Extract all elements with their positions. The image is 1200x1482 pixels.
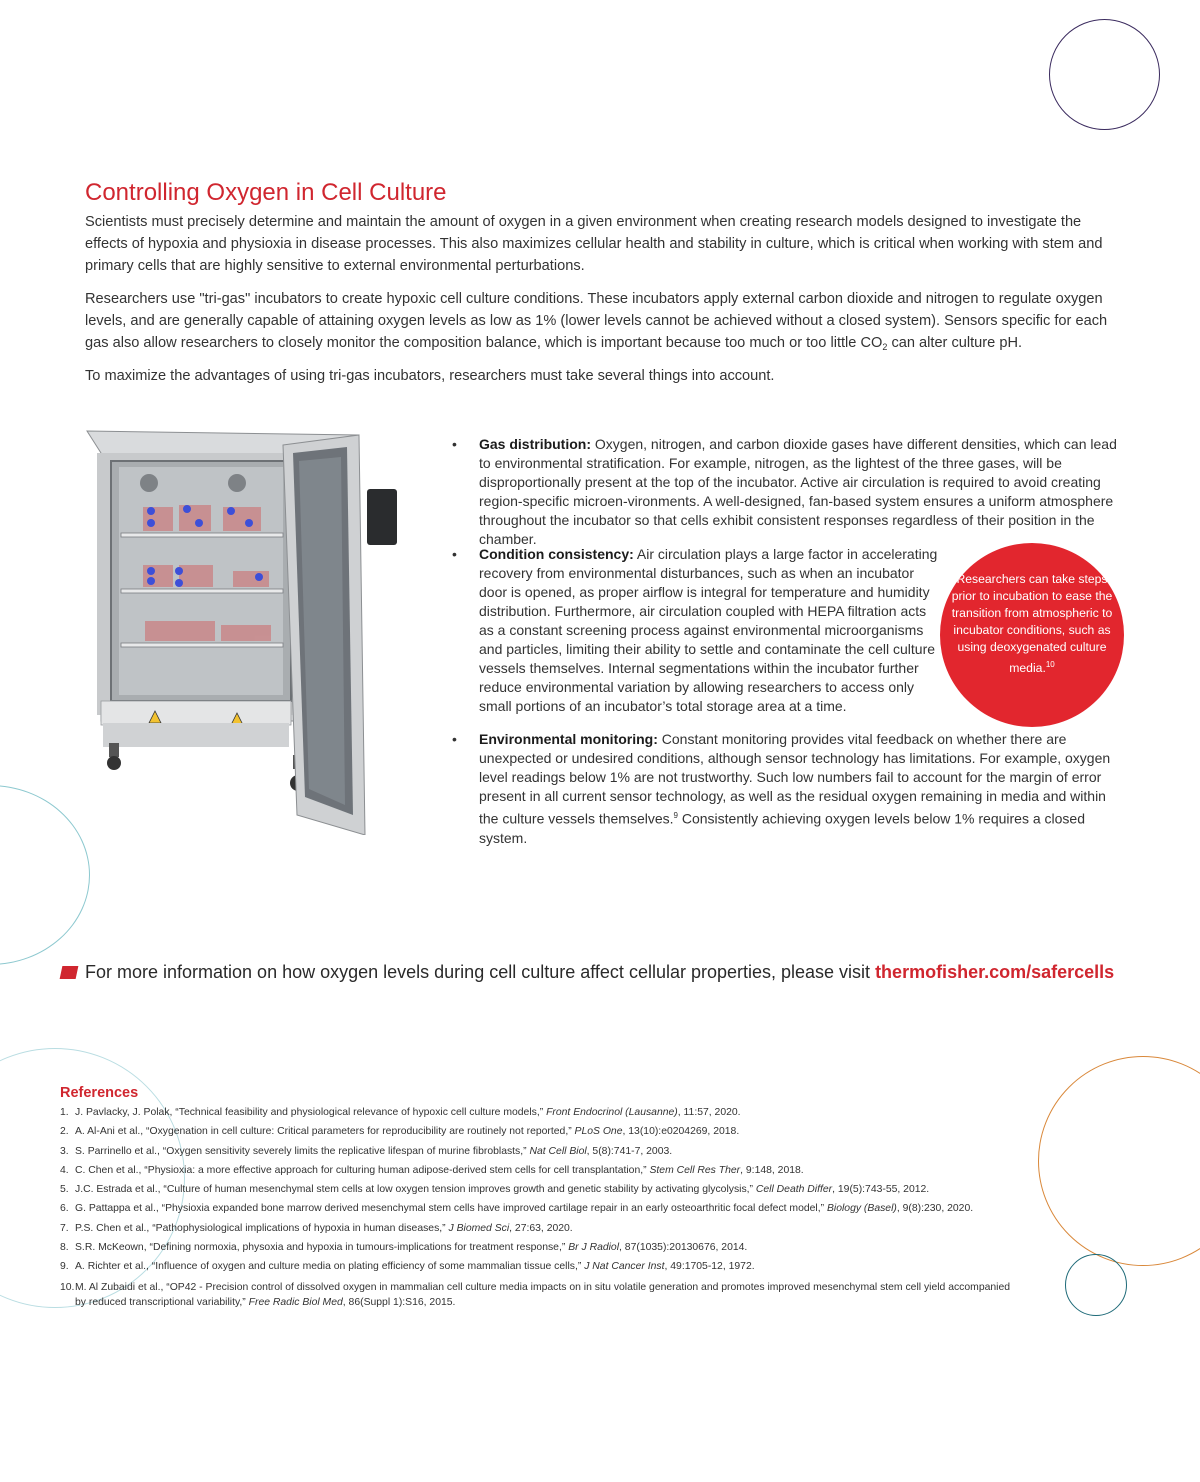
bullet-environmental-monitoring [452,730,1124,846]
decorative-circle-teal-light [0,785,90,965]
bullet-condition-consistency [452,545,942,717]
incubator-image [83,425,413,835]
reference-item: 10. M. Al Zubaidi et al., “OP42 - Precision control of dissolved oxygen in mammalian cell culture media impacts on in situ volatile generation and promotes improved mesenchymal stem cell yield accompanied by reduced transcriptional variability,” Free Radic Biol Med, 86(Suppl 1):S16, 2015. [60,1281,1011,1308]
reference-item: 6. G. Pattappa et al., “Physioxia expanded bone marrow derived mesenchymal stem cells have improved cartilage repair in an early osteoarthritic focal defect model,” Biology (Basel), 9(8):230, 2020. [60,1203,974,1215]
bullet-body: Environmental monitoring: Constant monitoring provides vital feedback on whether there are unexpected or undesired conditions, although sensor technology has limitations. For example, oxygen level readings below 1% are not trustworthy. Such low numbers fail to account for the margin of error present in all current sensor technology, as well as the residual oxygen remaining in media and within the culture vessels themselves.$^9$ Consistently achieving oxygen levels below 1% requires a closed system. [479,731,1111,846]
bullet-body: Condition consistency: Air circulation plays a large factor in accelerating recovery from environmental disturbances, such as when an incubator door is opened, as proper airflow is integral for temperature and humidity distribution. Furthermore, air circulation coupled with HEPA filtration acts as a constant screening process against environmental microorganisms and particles, limiting their ability to settle and contaminate the cell culture vessels themselves. Internal segmentations within the incubator further reduce environmental variation by allowing researchers to access only small portions of an incubator’s total storage area at a time. [479,546,938,714]
reference-item: 1. J. Pavlacky, J. Polak, “Technical feasibility and physiological relevance of hypoxic cell culture models,” Front Endocrinol (Lausanne), 11:57, 2020. [60,1107,741,1118]
bullet-dot: • [452,731,457,747]
callout-text: Researchers can take steps prior to incubation to ease the transition from atmospheric to incubator conditions, such as using deoxygenated culture media.$^{10}$ [951,572,1113,676]
references-heading: References [60,1085,139,1101]
intro-paragraph-2: Researchers use "tri-gas" incubators to create hypoxic cell culture conditions. These incubators apply external carbon dioxide and nitrogen to regulate oxygen levels, and are generally capable of attaining oxygen levels as low as 1% (lower levels cannot be achieved without a closed system). Sensors specific for each gas also allow researchers to closely monitor the composition balance, which is important because too much or too little $CO_2$ can alter culture pH. [85,291,1108,352]
intro-paragraph-1: Scientists must precisely determine and maintain the amount of oxygen in a given environment when creating research models designed to investigate the effects of hypoxia and physioxia in disease processes. This also maximizes cellular health and stability in culture, which is critical when working with stem and primary cells that are highly sensitive to external environmental perturbations. [85,214,1103,274]
bullet-body: Gas distribution: Oxygen, nitrogen, and carbon dioxide gases have different densities, which can lead to environmental stratification. For example, nitrogen, as the lightest of the three gases, will be disproportionally present at the top of the incubator. Active air circulation is required to avoid creating region-specific microen-vironments. A well-designed, fan-based system ensures a uniform atmosphere throughout the incubator so that cells exhibit consistent responses regardless of their position in the chamber. [479,436,1117,547]
bullet-dot: • [452,546,457,562]
reference-item: 3. S. Parrinello et al., “Oxygen sensitivity severely limits the replicative lifespan of murine fibroblasts,” Nat Cell Biol, 5(8):741-7, 2003. [60,1145,673,1157]
bullet-dot: • [452,436,457,452]
callout-circle [940,543,1124,727]
cta-marker-icon [60,966,79,979]
decorative-circle-purple [1049,19,1160,130]
reference-item: 8. S.R. McKeown, “Defining normoxia, physoxia and hypoxia in tumours-implications for treatment response,” Br J Radiol, 87(1035):20130676, 2014. [60,1242,748,1254]
decorative-circle-orange [1038,1056,1200,1266]
reference-item: 7. P.S. Chen et al., “Pathophysiological implications of hypoxia in human diseases,” J Biomed Sci, 27:63, 2020. [60,1222,573,1234]
reference-item: 4. C. Chen et al., “Physioxia: a more effective approach for culturing human adipose-derived stem cells for cell transplantation,” Stem Cell Res Ther, 9:148, 2018. [60,1164,804,1176]
bullet-gas-distribution [452,435,1124,547]
reference-item: 2. A. Al-Ani et al., “Oxygenation in cell culture: Critical parameters for reproducibility are routinely not reported,” PLoS One, 13(10):e0204269, 2018. [60,1126,740,1138]
reference-item: 5. J.C. Estrada et al., “Culture of human mesenchymal stem cells at low oxygen tension improves growth and genetic stability by activating glycolysis,” Cell Death Differ, 19(5):743-55, 2012. [60,1184,930,1196]
references-list [60,1103,1010,1310]
reference-item: 9. A. Richter et al., “Influence of oxygen and culture media on plating efficiency of some mammalian tissue cells,” J Nat Cancer Inst, 49:1705-12, 1972. [60,1261,755,1273]
decorative-circle-teal-dark [1065,1254,1127,1316]
intro-paragraph-3: To maximize the advantages of using tri-gas incubators, researchers must take several things into account. [85,368,775,384]
page-title: Controlling Oxygen in Cell Culture [85,179,447,206]
cta-line: For more information on how oxygen levels during cell culture affect cellular properties, please visit thermofisher.com/safercells [85,962,1115,982]
thermofisher-link[interactable]: thermofisher.com/safercells [875,962,1115,982]
